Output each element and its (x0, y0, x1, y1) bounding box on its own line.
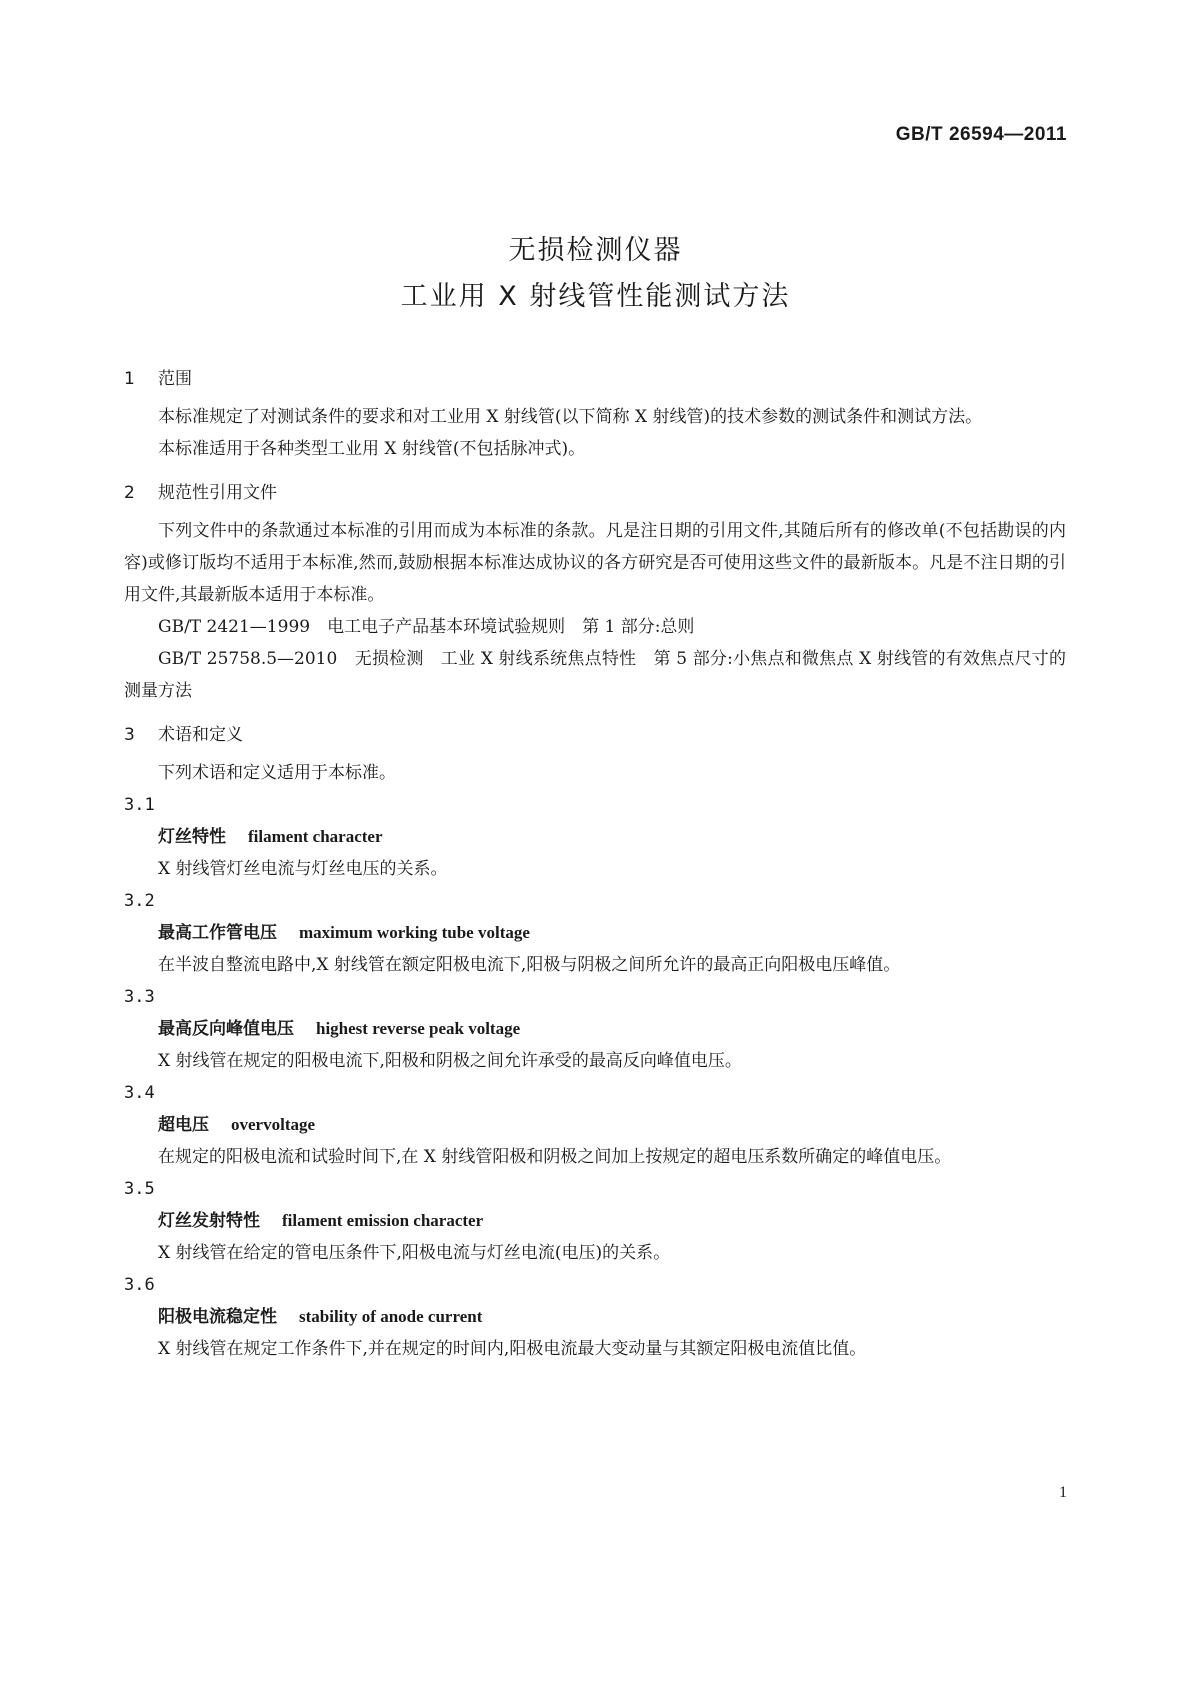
term-entry (124, 1077, 1066, 1173)
section-number: 3 (124, 725, 135, 745)
paragraph: 下列文件中的条款通过本标准的引用而成为本标准的条款。凡是注日期的引用文件,其随后所有的修改单(不包括勘误的内容)或修订版均不适用于本标准,然而,鼓励根据本标准达成协议的各方研究是否可使用这些文件的最新版本。凡是不注日期的引用文件,其最新版本适用于本标准。 (124, 521, 1066, 605)
section-title: 术语和定义 (158, 725, 243, 745)
normative-reference: GB/T 2421—1999 电工电子产品基本环境试验规则 第 1 部分:总则 (158, 617, 695, 637)
term-en: stability of anode current (299, 1307, 483, 1326)
title-line-2: 工业用 X 射线管性能测试方法 (400, 281, 791, 312)
term-entry (124, 1173, 1066, 1269)
term-heading (124, 1205, 1066, 1237)
term-en: filament character (248, 827, 383, 846)
term-zh: 阳极电流稳定性 (158, 1307, 277, 1327)
term-number: 3.4 (124, 1083, 155, 1103)
section-heading-2 (124, 479, 1066, 507)
term-entry (124, 981, 1066, 1077)
term-en: filament emission character (282, 1211, 484, 1230)
term-heading (124, 1301, 1066, 1333)
section-title: 范围 (158, 369, 192, 389)
term-zh: 超电压 (158, 1115, 209, 1135)
term-en: highest reverse peak voltage (316, 1019, 521, 1038)
term-definition: 在半波自整流电路中,X 射线管在额定阳极电流下,阳极与阴极之间所允许的最高正向阳极电压峰值。 (158, 955, 901, 975)
term-number: 3.2 (124, 891, 155, 911)
standard-code: GB/T 26594—2011 (895, 124, 1067, 145)
term-heading (124, 821, 1066, 853)
term-heading (124, 917, 1066, 949)
term-zh: 最高工作管电压 (158, 923, 277, 943)
term-heading (124, 1013, 1066, 1045)
term-number: 3.5 (124, 1179, 155, 1199)
term-zh: 灯丝特性 (158, 827, 226, 847)
section-heading-3 (124, 721, 1066, 749)
term-definition: X 射线管在给定的管电压条件下,阳极电流与灯丝电流(电压)的关系。 (158, 1243, 671, 1263)
paragraph: 本标准适用于各种类型工业用 X 射线管(不包括脉冲式)。 (158, 439, 586, 459)
term-entry (124, 1269, 1066, 1365)
paragraph: 本标准规定了对测试条件的要求和对工业用 X 射线管(以下简称 X 射线管)的技术参数的测试条件和测试方法。 (158, 407, 983, 427)
section-number: 1 (124, 369, 135, 389)
term-number: 3.3 (124, 987, 155, 1007)
term-definition: X 射线管灯丝电流与灯丝电压的关系。 (158, 859, 448, 879)
paragraph: 下列术语和定义适用于本标准。 (158, 763, 396, 783)
term-heading (124, 1109, 1066, 1141)
section-title: 规范性引用文件 (158, 483, 277, 503)
page-number: 1 (1059, 1484, 1067, 1501)
body-content (124, 365, 1066, 1365)
term-number: 3.6 (124, 1275, 155, 1295)
normative-reference: GB/T 25758.5—2010 无损检测 工业 X 射线系统焦点特性 第 5 部分:小焦点和微焦点 X 射线管的有效焦点尺寸的测量方法 (124, 649, 1066, 701)
section-heading-1 (124, 365, 1066, 393)
term-definition: X 射线管在规定的阳极电流下,阳极和阴极之间允许承受的最高反向峰值电压。 (158, 1051, 742, 1071)
title-line-1: 无损检测仪器 (508, 235, 683, 266)
term-en: overvoltage (231, 1115, 316, 1134)
term-entry (124, 789, 1066, 885)
section-number: 2 (124, 483, 135, 503)
term-definition: X 射线管在规定工作条件下,并在规定的时间内,阳极电流最大变动量与其额定阳极电流值比值。 (158, 1339, 867, 1359)
term-zh: 灯丝发射特性 (158, 1211, 260, 1231)
term-number: 3.1 (124, 795, 155, 815)
term-zh: 最高反向峰值电压 (158, 1019, 294, 1039)
term-entry (124, 885, 1066, 981)
term-definition: 在规定的阳极电流和试验时间下,在 X 射线管阳极和阴极之间加上按规定的超电压系数所确定的峰值电压。 (158, 1147, 952, 1167)
term-en: maximum working tube voltage (299, 923, 530, 942)
